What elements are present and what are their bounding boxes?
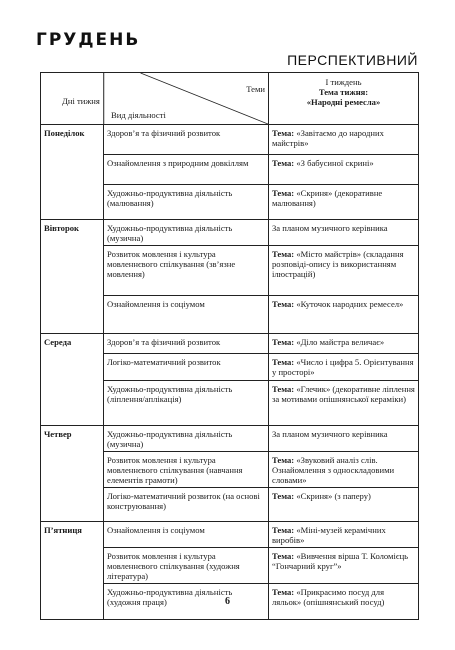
day-name-cell: П’ятниця: [41, 522, 104, 620]
activity-cell: Художньо-продуктивна діяльність (музична): [104, 220, 269, 246]
activity-cell: Ознайомлення з природним довкіллям: [104, 155, 269, 185]
topic-label: Тема:: [272, 188, 295, 198]
topic-label: Тема:: [272, 299, 295, 309]
topic-label: Тема:: [272, 587, 295, 597]
week-theme-name: «Народні ремесла»: [306, 97, 381, 107]
topic-label: Тема:: [272, 249, 295, 259]
topic-text: «Куточок народних ремесел»: [296, 299, 404, 309]
table-row: [41, 334, 419, 354]
week-label: I тиждень: [325, 77, 362, 87]
topic-label: Тема:: [272, 455, 295, 465]
topic-cell: [269, 296, 419, 334]
topic-cell: [269, 381, 419, 426]
topic-cell: [269, 125, 419, 155]
week-theme-label: Тема тижня:: [318, 87, 369, 97]
activity-cell: Ознайомлення із соціумом: [104, 522, 269, 548]
topic-text: «Вивчення вірша Т. Коломієць “Гончарний круг”»: [272, 551, 409, 571]
day-name-cell: Четвер: [41, 426, 104, 522]
activity-cell: Розвиток мовлення і культура мовленнєвого спілкування (навчання елементів грамоти): [104, 452, 269, 488]
topic-text: «Звуковий аналіз слів. Ознайомлення з односкладовими словами»: [272, 455, 395, 485]
topic-label: Тема:: [272, 384, 295, 394]
topic-label: Тема:: [272, 337, 295, 347]
topic-cell: [269, 548, 419, 584]
topic-text: «Завітаємо до народних майстрів»: [272, 128, 384, 148]
header-diagonal-cell: [41, 73, 269, 125]
header-topics: Теми: [246, 84, 265, 94]
day-name-cell: Понеділок: [41, 125, 104, 220]
topic-text: За планом музичного керівника: [272, 429, 388, 439]
activity-cell: Логіко-математичний розвиток: [104, 354, 269, 381]
table-row: [41, 220, 419, 246]
page-number: 6: [225, 596, 230, 607]
topic-text: «Діло майстра величає»: [296, 337, 385, 347]
topic-cell: [269, 334, 419, 354]
topic-text: «Скриня» (з паперу): [296, 491, 371, 501]
topic-cell: [269, 452, 419, 488]
topic-text: «Число і цифра 5. Орієнтування у просторі»: [272, 357, 414, 377]
topic-cell: [269, 220, 419, 246]
table-row: [41, 426, 419, 452]
activity-cell: Розвиток мовлення і культура мовленнєвого спілкування (зв’язне мовлення): [104, 246, 269, 296]
topic-label: Тема:: [272, 551, 295, 561]
table-header-row: [41, 73, 419, 125]
topic-label: Тема:: [272, 525, 295, 535]
topic-cell: [269, 155, 419, 185]
topic-text: «Глечик» (декоративне ліплення за мотивами опішнянської кераміки): [272, 384, 415, 404]
topic-text: «З бабусиної скрині»: [296, 158, 374, 168]
header-activity-type: Вид діяльності: [111, 110, 166, 120]
day-name-cell: Середа: [41, 334, 104, 426]
activity-cell: Здоров’я та фізичний розвиток: [104, 125, 269, 155]
plan-title: ПЕРСПЕКТИВНИЙ: [287, 52, 418, 68]
activity-cell: Художньо-продуктивна діяльність (ліплення/аплікація): [104, 381, 269, 426]
activity-cell: Розвиток мовлення і культура мовленнєвого спілкування (художня література): [104, 548, 269, 584]
topic-label: Тема:: [272, 491, 295, 501]
topic-cell: [269, 354, 419, 381]
plan-table: [40, 72, 419, 620]
activity-cell: Художньо-продуктивна діяльність (малювання): [104, 185, 269, 220]
table-row: [41, 522, 419, 548]
topic-label: Тема:: [272, 158, 295, 168]
topic-text: «Місто майстрів» (складання розповіді-опису із використанням ілюстрацій): [272, 249, 404, 279]
topic-cell: [269, 488, 419, 522]
topic-label: Тема:: [272, 357, 295, 367]
topic-cell: [269, 426, 419, 452]
activity-cell: Художньо-продуктивна діяльність (музична): [104, 426, 269, 452]
topic-text: «Прикрасимо посуд для ляльок» (опішнянський посуд): [272, 587, 385, 607]
topic-cell: [269, 522, 419, 548]
activity-cell: Ознайомлення із соціумом: [104, 296, 269, 334]
topic-text: «Скриня» (декоративне малювання): [272, 188, 383, 208]
topic-cell: [269, 246, 419, 296]
month-heading: ГРУДЕНЬ: [36, 30, 141, 50]
table-row: [41, 125, 419, 155]
topic-label: Тема:: [272, 128, 295, 138]
topic-text: «Міні-музей керамічних виробів»: [272, 525, 386, 545]
activity-cell: Здоров’я та фізичний розвиток: [104, 334, 269, 354]
topic-text: За планом музичного керівника: [272, 223, 388, 233]
header-week-cell: [269, 73, 419, 125]
activity-cell: Логіко-математичний розвиток (на основі конструювання): [104, 488, 269, 522]
header-days: Дні тижня: [62, 96, 100, 106]
activity-cell: Художньо-продуктивна діяльність (художня праця): [104, 584, 269, 620]
topic-cell: [269, 185, 419, 220]
day-name-cell: Вівторок: [41, 220, 104, 334]
